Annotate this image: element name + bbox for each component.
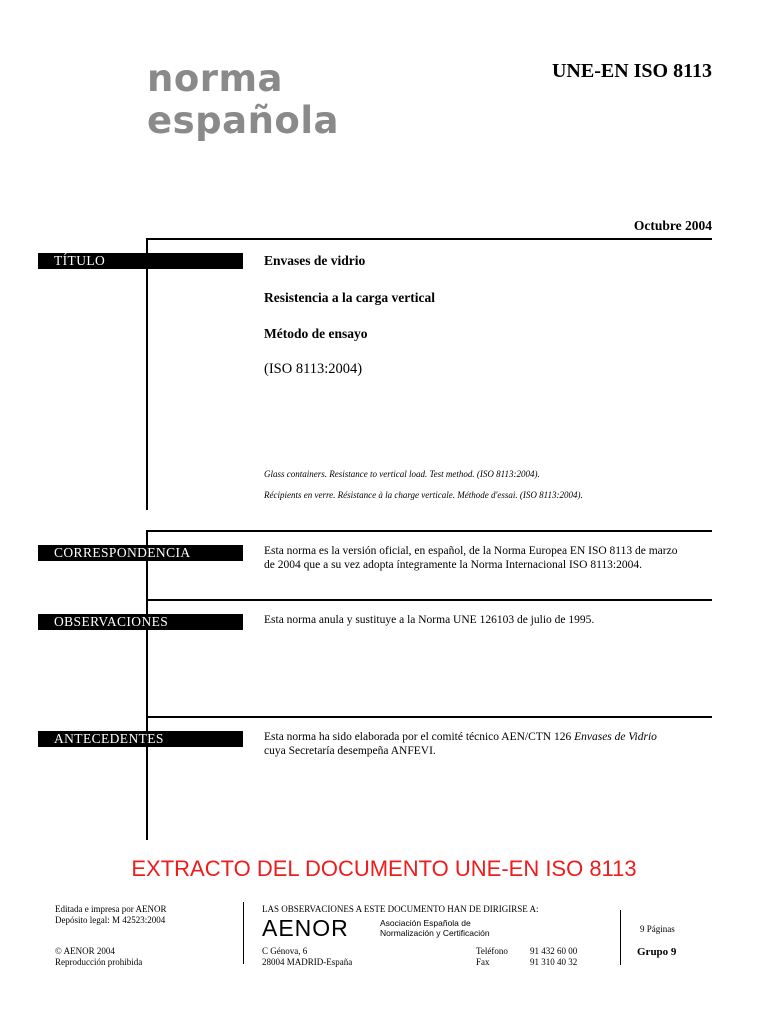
- section-label-antecedentes: ANTECEDENTES: [38, 731, 243, 747]
- aenor-subtitle-line-2: Normalización y Certificación: [380, 928, 490, 938]
- title-english: Glass containers. Resistance to vertical load. Test method. (ISO 8113:2004).: [264, 469, 540, 479]
- title-spanish-line-2: Resistencia a la carga vertical: [264, 290, 435, 305]
- antecedentes-line-2: cuya Secretaría desempeña ANFEVI.: [264, 745, 436, 757]
- sections-vertical-rule: [146, 530, 148, 840]
- antecedentes-text: [264, 730, 714, 758]
- iso-reference: (ISO 8113:2004): [264, 361, 363, 377]
- footer-legal-deposit: Depósito legal: M 42523:2004: [55, 915, 166, 925]
- section-label-observaciones: OBSERVACIONES: [38, 614, 243, 630]
- antecedentes-top-rule: [146, 716, 712, 718]
- title-spanish-line-1: Envases de vidrio: [264, 253, 366, 268]
- footer-edited-by: Editada e impresa por AENOR: [55, 904, 167, 914]
- footer-fax-label: Fax: [476, 957, 490, 967]
- footer-phone: 91 432 60 00: [530, 946, 578, 956]
- correspondencia-line-1: Esta norma es la versión oficial, en español, de la Norma Europea EN ISO 8113 de marzo: [264, 545, 678, 557]
- observaciones-top-rule: [146, 599, 712, 601]
- title-french: Récipients en verre. Résistance à la charge verticale. Méthode d'essai. (ISO 8113:2004).: [264, 490, 583, 500]
- brand-line-1: norma: [147, 57, 284, 100]
- footer-address-1: C Génova, 6: [262, 946, 308, 956]
- titulo-top-rule: [146, 238, 712, 240]
- title-spanish-line-3: Método de ensayo: [264, 326, 368, 341]
- footer-observations-header: LAS OBSERVACIONES A ESTE DOCUMENTO HAN DE DIRIGIRSE A:: [262, 904, 539, 914]
- page-count: 9 Páginas: [640, 924, 675, 934]
- antecedentes-line-1: [264, 730, 714, 744]
- aenor-subtitle-line-1: Asociación Española de: [380, 918, 471, 928]
- titulo-vertical-rule: [146, 238, 148, 510]
- footer-reproduction: Reproducción prohibida: [55, 957, 143, 967]
- brand-line-2: española: [147, 99, 339, 142]
- footer-divider: [243, 902, 244, 964]
- aenor-logo: AENOR: [262, 915, 349, 941]
- correspondencia-text: [264, 544, 714, 572]
- extract-notice: EXTRACTO DEL DOCUMENTO UNE-EN ISO 8113: [131, 856, 637, 881]
- price-group: Grupo 9: [637, 946, 677, 958]
- brand-title: [147, 58, 339, 142]
- antecedentes-committee-name: Envases de Vidrio: [574, 731, 657, 743]
- aenor-subtitle: [380, 918, 490, 938]
- section-label-titulo: TÍTULO: [38, 253, 243, 269]
- antecedentes-text-normal: Esta norma ha sido elaborada por el comité técnico AEN/CTN 126: [264, 731, 575, 743]
- publication-date: Octubre 2004: [633, 218, 712, 233]
- observaciones-text: Esta norma anula y sustituye a la Norma UNE 126103 de julio de 1995.: [264, 614, 595, 626]
- correspondencia-top-rule: [146, 530, 712, 532]
- section-label-correspondencia: CORRESPONDENCIA: [38, 545, 243, 561]
- standard-code: UNE-EN ISO 8113: [551, 60, 712, 82]
- footer-fax: 91 310 40 32: [530, 957, 578, 967]
- footer-phone-label: Teléfono: [476, 946, 508, 956]
- footer-copyright: © AENOR 2004: [55, 946, 115, 956]
- footer-address-2: 28004 MADRID-España: [262, 957, 353, 967]
- correspondencia-line-2: de 2004 que a su vez adopta íntegramente la Norma Internacional ISO 8113:2004.: [264, 559, 642, 571]
